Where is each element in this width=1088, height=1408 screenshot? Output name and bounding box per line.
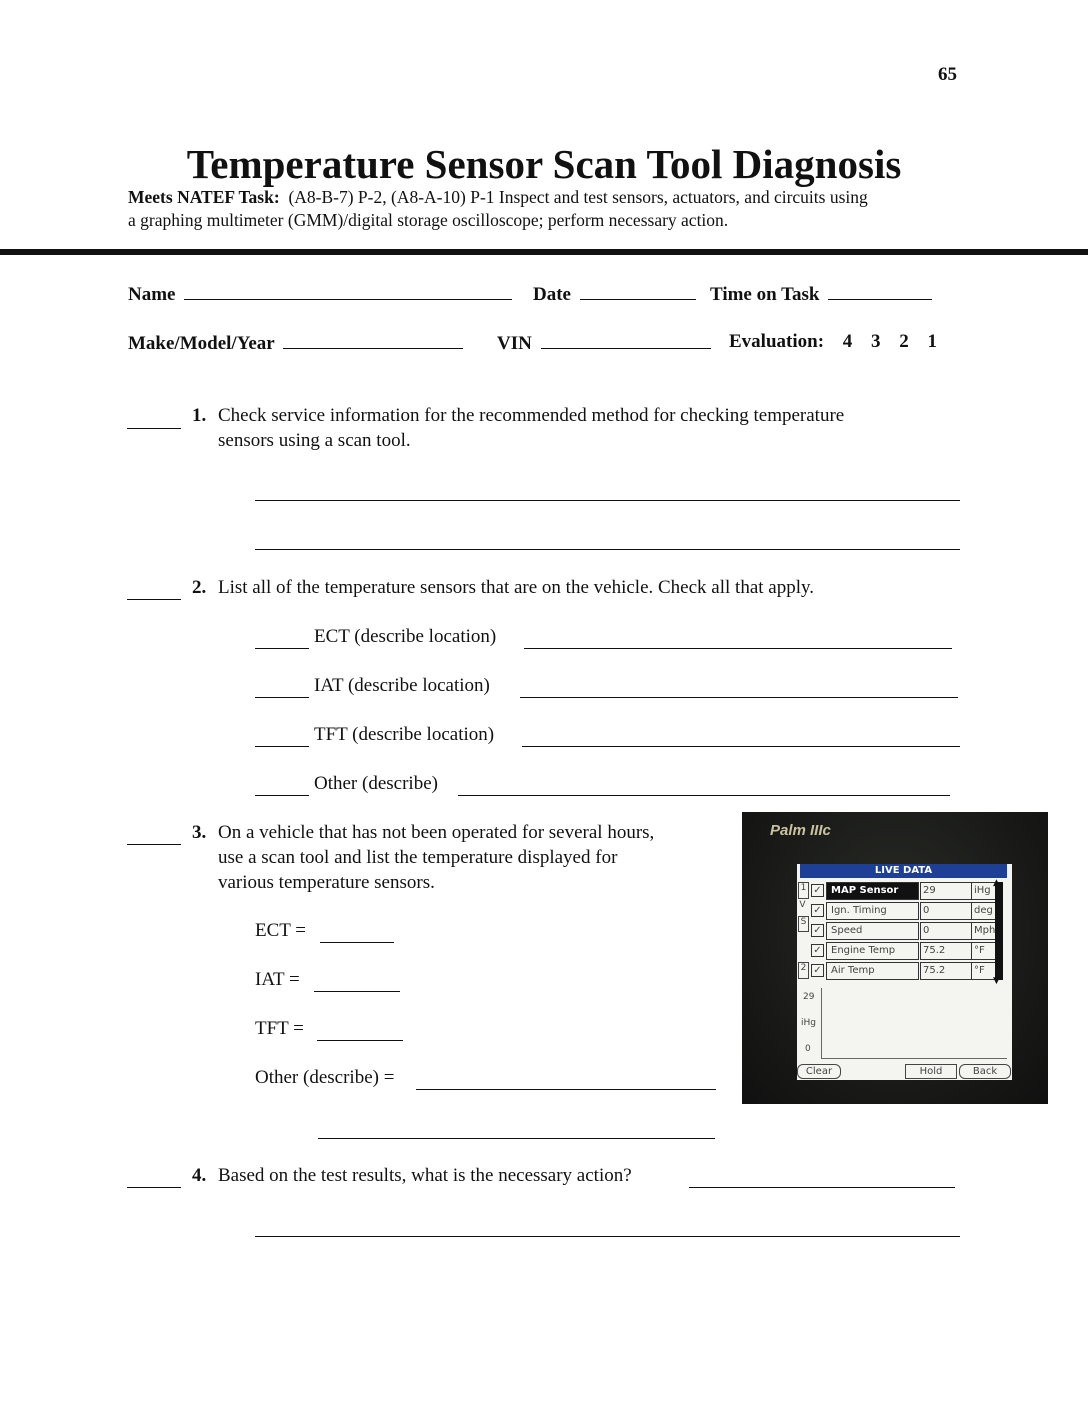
- q3-text-3: various temperature sensors.: [218, 872, 435, 893]
- row-unit: iHg: [971, 882, 1003, 900]
- other-reading-line-2[interactable]: [318, 1138, 715, 1139]
- divider-rule: [0, 249, 1088, 255]
- date-field[interactable]: [533, 281, 696, 307]
- scroll-down-icon[interactable]: ▼: [993, 976, 1000, 986]
- row-value: 29: [920, 882, 972, 900]
- natef-line-2: a graphing multimeter (GMM)/digital storage oscilloscope; perform necessary action.: [128, 210, 729, 230]
- side-label: S: [798, 916, 809, 932]
- q1-text-2: sensors using a scan tool.: [218, 430, 411, 451]
- scroll-up-icon[interactable]: ▲: [993, 878, 1000, 888]
- evaluation-label: Evaluation:: [729, 331, 825, 352]
- q2-number: 2.: [192, 577, 207, 598]
- ect-location-line[interactable]: [524, 648, 952, 649]
- iat-reading-label: IAT =: [255, 969, 300, 990]
- tft-location-line[interactable]: [522, 746, 960, 747]
- q1-answer-line[interactable]: [255, 500, 960, 501]
- natef-text: (A8-B-7) P-2, (A8-A-10) P-1 Inspect and test sensors, actuators, and circuits using: [288, 187, 868, 207]
- live-data-header: LIVE DATA: [800, 864, 1007, 878]
- ect-reading-line[interactable]: [320, 942, 394, 943]
- row-label: Engine Temp: [826, 942, 919, 960]
- evaluation-field: [729, 330, 937, 354]
- tft-item-label: TFT (describe location): [314, 724, 495, 745]
- palm-brand-logo: Palm IIIc: [770, 822, 831, 839]
- row-value: 75.2: [920, 942, 972, 960]
- ect-reading-label: ECT =: [255, 920, 307, 941]
- iat-location-line[interactable]: [520, 697, 958, 698]
- tft-check-blank[interactable]: [255, 746, 309, 747]
- vin-field[interactable]: [497, 330, 711, 356]
- row-unit: deg: [971, 902, 1003, 920]
- iat-reading-line[interactable]: [314, 991, 400, 992]
- q4-check-blank[interactable]: [127, 1187, 181, 1188]
- graph-label: 0: [805, 1044, 811, 1054]
- side-label: V: [799, 900, 806, 910]
- row-value: 0: [920, 902, 972, 920]
- q4-number: 4.: [192, 1165, 207, 1186]
- row-unit: Mph: [971, 922, 1003, 940]
- q3-text-2: use a scan tool and list the temperature displayed for: [218, 847, 618, 868]
- live-data-row[interactable]: [811, 922, 996, 939]
- time-on-task-label: Time on Task: [710, 284, 820, 305]
- live-data-row[interactable]: [811, 902, 993, 919]
- ect-item-label: ECT (describe location): [314, 626, 497, 647]
- natef-line-1: [128, 187, 868, 208]
- live-data-row[interactable]: [811, 882, 991, 899]
- clear-button[interactable]: Clear: [797, 1064, 841, 1079]
- row-value: 75.2: [920, 962, 972, 980]
- q4-answer-line-2[interactable]: [255, 1236, 960, 1237]
- row-label: Speed: [826, 922, 919, 940]
- make-model-year-label: Make/Model/Year: [128, 333, 275, 354]
- time-on-task-field[interactable]: [710, 281, 932, 307]
- scan-tool-screen: [797, 864, 1012, 1080]
- checkbox-icon[interactable]: ✓: [811, 944, 824, 957]
- natef-label: Meets NATEF Task:: [128, 187, 280, 207]
- q1-answer-line[interactable]: [255, 549, 960, 550]
- q2-check-blank[interactable]: [127, 599, 181, 600]
- row-label: MAP Sensor: [826, 882, 919, 900]
- q1-number: 1.: [192, 405, 207, 426]
- side-label: 1: [798, 882, 809, 899]
- row-label: Ign. Timing: [826, 902, 919, 920]
- other-reading-line[interactable]: [416, 1089, 716, 1090]
- q1-check-blank[interactable]: [127, 428, 181, 429]
- q1-text-1: Check service information for the recommended method for checking temperature: [218, 405, 845, 426]
- row-unit: °F: [971, 942, 1003, 960]
- live-data-row[interactable]: [811, 942, 985, 959]
- other-reading-label: Other (describe) =: [255, 1067, 395, 1088]
- checkbox-icon[interactable]: ✓: [811, 964, 824, 977]
- score-2[interactable]: 2: [899, 331, 909, 352]
- q3-text-1: On a vehicle that has not been operated for several hours,: [218, 822, 655, 843]
- vin-label: VIN: [497, 333, 532, 354]
- checkbox-icon[interactable]: ✓: [811, 924, 824, 937]
- page-number: 65: [938, 64, 957, 85]
- graph-area: [821, 988, 1007, 1059]
- row-unit: °F: [971, 962, 1003, 980]
- other-item-label: Other (describe): [314, 773, 438, 794]
- ect-check-blank[interactable]: [255, 648, 309, 649]
- hold-button[interactable]: Hold: [905, 1064, 957, 1079]
- other-check-blank[interactable]: [255, 795, 309, 796]
- date-label: Date: [533, 284, 571, 305]
- name-field[interactable]: [128, 281, 512, 307]
- name-label: Name: [128, 284, 176, 305]
- live-data-row[interactable]: [811, 962, 985, 979]
- iat-check-blank[interactable]: [255, 697, 309, 698]
- tft-reading-label: TFT =: [255, 1018, 304, 1039]
- q3-check-blank[interactable]: [127, 844, 181, 845]
- graph-label: 29: [803, 992, 815, 1002]
- checkbox-icon[interactable]: ✓: [811, 884, 824, 897]
- page-title: Temperature Sensor Scan Tool Diagnosis: [186, 141, 902, 187]
- iat-item-label: IAT (describe location): [314, 675, 490, 696]
- row-label: Air Temp: [826, 962, 919, 980]
- q4-text: Based on the test results, what is the necessary action?: [218, 1165, 632, 1186]
- side-label: 2: [798, 962, 809, 979]
- graph-label: iHg: [801, 1018, 816, 1028]
- row-value: 0: [920, 922, 972, 940]
- q2-text: List all of the temperature sensors that are on the vehicle. Check all that apply.: [218, 577, 815, 598]
- scrollbar[interactable]: [995, 882, 1003, 980]
- score-1[interactable]: 1: [927, 331, 938, 352]
- score-4[interactable]: 4: [842, 331, 853, 352]
- scan-tool-photo: [742, 812, 1048, 1104]
- back-button[interactable]: Back: [959, 1064, 1011, 1079]
- make-model-year-field[interactable]: [128, 330, 463, 356]
- other-describe-line[interactable]: [458, 795, 950, 796]
- q3-number: 3.: [192, 822, 207, 843]
- q4-answer-line[interactable]: [689, 1187, 955, 1188]
- score-3[interactable]: 3: [871, 331, 881, 352]
- tft-reading-line[interactable]: [317, 1040, 403, 1041]
- checkbox-icon[interactable]: ✓: [811, 904, 824, 917]
